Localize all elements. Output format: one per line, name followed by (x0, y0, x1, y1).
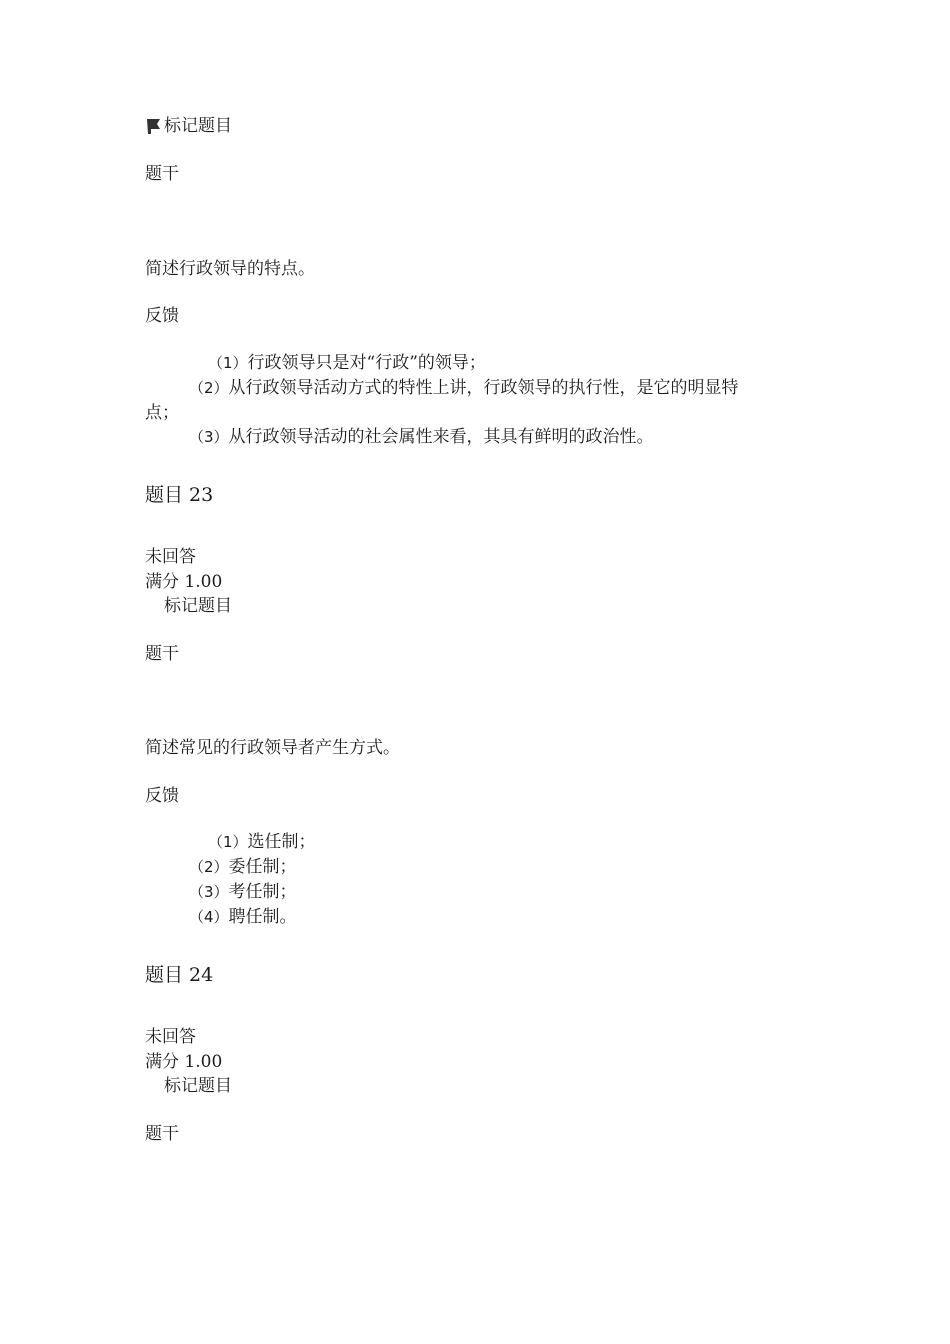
question-status: 未回答 (145, 547, 196, 567)
feedback-line: （3）从行政领导活动的社会属性来看，其具有鲜明的政治性。 (189, 427, 654, 447)
flag-question-label: 标记题目 (164, 1076, 232, 1096)
feedback-line: （2）委任制； (189, 857, 297, 877)
feedback-line: （1）行政领导只是对“行政”的领导； (208, 353, 486, 373)
flag-icon (145, 597, 164, 615)
question-text: 简述常见的行政领导者产生方式。 (145, 738, 400, 758)
question-title: 题目 23 (145, 484, 214, 506)
question-score: 满分 1.00 (145, 572, 223, 592)
feedback-label: 反馈 (145, 786, 179, 806)
flag-question-toggle-q22[interactable] (145, 115, 232, 137)
flag-question-toggle-q23[interactable] (145, 595, 232, 617)
flag-question-label: 标记题目 (164, 116, 232, 136)
feedback-line: 点； (145, 403, 179, 423)
stem-label: 题干 (145, 1124, 179, 1144)
question-score: 满分 1.00 (145, 1052, 223, 1072)
flag-question-toggle-q24[interactable] (145, 1075, 232, 1097)
feedback-line: （3）考任制； (189, 882, 297, 902)
feedback-line: （4）聘任制。 (189, 907, 297, 927)
feedback-line: （2）从行政领导活动方式的特性上讲，行政领导的执行性，是它的明显特 (189, 378, 739, 398)
feedback-line: （1）选任制； (208, 832, 316, 852)
question-status: 未回答 (145, 1027, 196, 1047)
flag-question-label: 标记题目 (164, 596, 232, 616)
flag-icon (145, 1077, 164, 1095)
stem-label: 题干 (145, 164, 179, 184)
feedback-label: 反馈 (145, 306, 179, 326)
question-title: 题目 24 (145, 964, 214, 986)
flag-icon (145, 117, 163, 135)
question-text: 简述行政领导的特点。 (145, 259, 315, 279)
stem-label: 题干 (145, 644, 179, 664)
